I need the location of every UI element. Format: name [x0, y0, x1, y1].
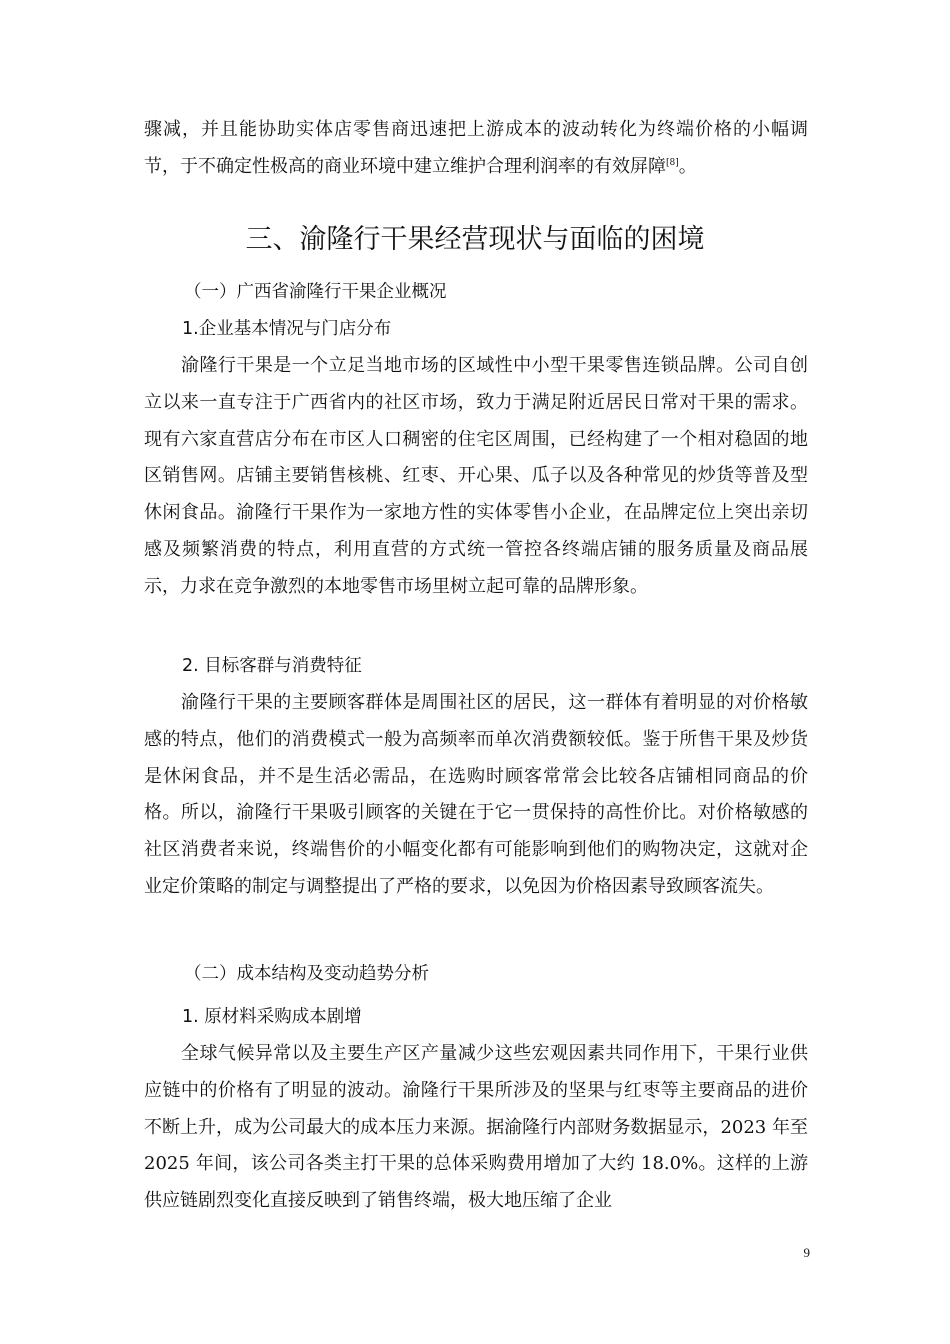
- subsection-2-item-1-title: 1. 原材料采购成本剧增: [182, 1007, 362, 1027]
- subsection-1-item-2-body: 渝隆行干果的主要顾客群体是周围社区的居民，这一群体有着明显的对价格敏感的特点，他们的消费模式一般为高频率而单次消费额较低。鉴于所售干果及炒货是休闲食品，并不是生活必需品，在选购时顾客常常会比较各店铺相同商品的价格。所以，渝隆行干果吸引顾客的关键在于它一贯保持的高性价比。对价格敏感的社区消费者来说，终端售价的小幅变化都有可能影响到他们的购物决定，这就对企业定价策略的制定与调整提出了严格的要求，以免因为价格因素导致顾客流失。: [144, 692, 808, 897]
- subsection-1-item-1-title: 1.企业基本情况与门店分布: [182, 319, 392, 339]
- subsection-1-item-2-title: 2. 目标客群与消费特征: [182, 656, 362, 676]
- page-number: 9: [803, 1245, 810, 1260]
- subsection-1-item-1-body: 渝隆行干果是一个立足当地市场的区域性中小型干果零售连锁品牌。公司自创立以来一直专注于广西省内的社区市场，致力于满足附近居民日常对干果的需求。现有六家直营店分布在市区人口稠密的住宅区周围，已经构建了一个相对稳固的地区销售网。店铺主要销售核桃、红枣、开心果、瓜子以及各种常见的炒货等普及型休闲食品。渝隆行干果作为一家地方性的实体零售小企业，在品牌定位上突出亲切感及频繁消费的特点，利用直营的方式统一管控各终端店铺的服务质量及商品展示，力求在竞争激烈的本地零售市场里树立起可靠的品牌形象。: [144, 355, 808, 597]
- continuation-text: 骤减，并且能协助实体店零售商迅速把上游成本的波动转化为终端价格的小幅调节，于不确定性极高的商业环境中建立维护合理利润率的有效屏障: [144, 119, 808, 177]
- section-title: 三、渝隆行干果经营现状与面临的困境: [245, 224, 705, 255]
- citation-mark: [8]: [666, 157, 679, 168]
- continuation-end: 。: [678, 155, 697, 177]
- subsection-2-item-1-body: 全球气候异常以及主要生产区产量减少这些宏观因素共同作用下，干果行业供应链中的价格有了明显的波动。渝隆行干果所涉及的坚果与红枣等主要商品的进价不断上升，成为公司最大的成本压力来源。据渝隆行内部财务数据显示，2023 年至 2025 年间，该公司各类主打干果的总体采购费用增加了大约 18.0%。这样的上游供应链剧烈变化直接反映到了销售终端，极大地压缩了企业: [144, 1043, 808, 1212]
- subsection-2-title: （二）成本结构及变动趋势分析: [184, 964, 429, 984]
- subsection-1-title: （一）广西省渝隆行干果企业概况: [184, 282, 447, 302]
- continuation-paragraph: [144, 112, 808, 186]
